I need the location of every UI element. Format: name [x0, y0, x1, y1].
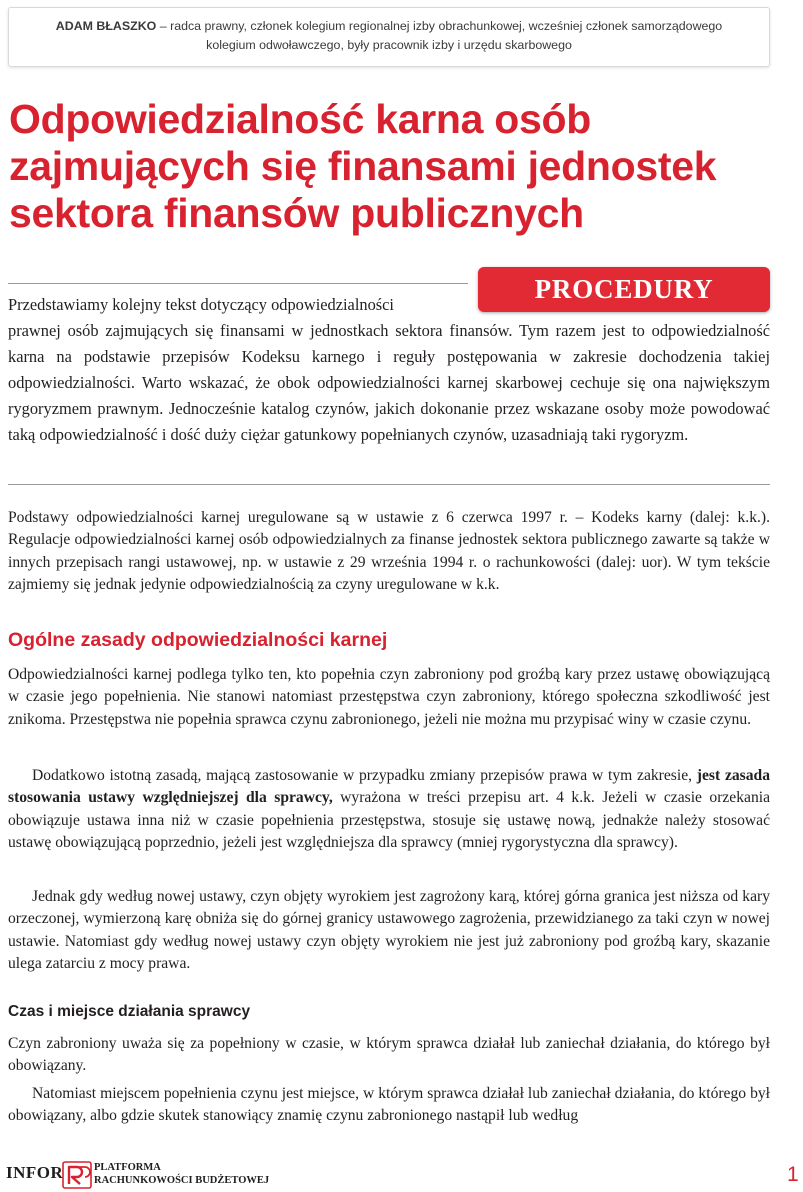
author-box — [8, 7, 770, 67]
section-heading-general-rules: Ogólne zasady odpowiedzialności karnej — [8, 629, 388, 651]
footer-brand — [94, 1161, 269, 1187]
section-heading-time-place: Czas i miejsce działania sprawcy — [8, 1003, 251, 1020]
platform-logo-icon — [62, 1160, 92, 1190]
lead-paragraph-start: Przedstawiamy kolejny tekst dotyczący odpowiedzialności — [8, 295, 394, 314]
section2-paragraph-1: Czyn zabroniony uważa się za popełniony w czasie, w którym sprawca działał lub zaniechał działania, do którego był obowiązany. — [8, 1035, 770, 1075]
section1-p2-emphasis: jest zasada stosowania ustawy względniejszej dla sprawcy, — [8, 767, 770, 807]
author-bio-line1: – radca prawny, członek kolegium regionalnej izby obrachunkowej, wcześniej członek samorządowego — [156, 19, 723, 33]
section1-paragraph-3: Jednak gdy według nowej ustawy, czyn objęty wyrokiem jest zagrożony karą, której górna granica jest niższa od kary orzeczonej, wymierzoną karę obniża się do górnej granicy ustawowego zagrożenia, przewidzianego za taki czyn w nowej ustawie. Natomiast gdy według nowej ustawy czyn objęty wyrokiem nie jest już zabroniony pod groźbą kary, skazanie ulega zatarciu z mocy prawa. — [8, 888, 770, 973]
author-name: ADAM BŁASZKO — [55, 19, 157, 33]
section1-paragraph-2 — [8, 765, 770, 855]
page-title — [9, 96, 779, 237]
page-number: 1 — [787, 1163, 799, 1186]
section2-paragraph-2: Natomiast miejscem popełnienia czynu jest miejsce, w którym sprawca działał lub zaniechał działania, do którego był obowiązany, albo gdzie skutek stanowiący znamię czynu zabronionego nastąpił lub według — [8, 1085, 770, 1125]
section1-p2-text-pre: Dodatkowo istotną zasadą, mającą zastosowanie w przypadku zmiany przepisów prawa w tym zakresie, — [32, 767, 697, 784]
section1-p2-text-post: wyrażona w treści przepisu art. 4 k.k. Jeżeli w czasie orzekania obowiązuje ustawa inna niż w czasie popełnienia przestępstwa, stosuje się ustawę nową, jednakże należy stosować ustawę obowiązującą poprzednio, jeżeli jest względniejsza dla sprawcy (mniej rygorystyczna dla sprawcy). — [8, 789, 770, 852]
brand-line1: PLATFORMA — [94, 1162, 161, 1173]
lead-divider — [8, 283, 468, 284]
brand-line2: RACHUNKOWOŚCI BUDŻETOWEJ — [94, 1175, 270, 1186]
section-badge: PROCEDURY — [478, 267, 770, 312]
lead-end-divider — [8, 484, 770, 485]
infor-logo: INFOR — [6, 1163, 64, 1182]
title-line3: sektora finansów publicznych — [9, 190, 584, 236]
title-line1: Odpowiedzialność karna osób — [9, 96, 591, 142]
section1-paragraph-1: Odpowiedzialności karnej podlega tylko ten, kto popełnia czyn zabroniony pod groźbą kary przez ustawę obowiązującą w czasie jego popełnienia. Nie stanowi natomiast przestępstwa czyn zabroniony, którego społeczna szkodliwość jest znikoma. Przestępstwa nie popełnia sprawca czynu zabronionego, jeżeli nie można mu przypisać winy w czasie czynu. — [8, 666, 770, 728]
author-bio-line2: kolegium odwoławczego, były pracownik izby i urzędu skarbowego — [206, 38, 572, 52]
intro-paragraph: Podstawy odpowiedzialności karnej uregulowane są w ustawie z 6 czerwca 1997 r. – Kodeks karny (dalej: k.k.). Regulacje odpowiedzialności karnej osób odpowiedzialnych za finanse jednostek sektora publicznego zawarte są także w innych przepisach rangi ustawowej, np. w ustawie z 29 września 1994 r. o rachunkowości (dalej: uor). W tym tekście zajmiemy się jednak jedynie odpowiedzialnością za czyny uregulowane w k.k. — [8, 509, 770, 594]
lead-paragraph: prawnej osób zajmujących się finansami w jednostkach sektora finansów. Tym razem jest to odpowiedzialność karna na podstawie przepisów Kodeksu karnego i reguły postępowania w zakresie dochodzenia takiej odpowiedzialności. Warto wskazać, że obok odpowiedzialności karnej skarbowej cechuje się ona największym rygoryzmem prawnym. Jednocześnie katalog czynów, jakich dokonanie przez wskazane osoby może powodować taką odpowiedzialność i dość duży ciężar gatunkowy popełnianych czynów, uzasadniają taki rygoryzm. — [8, 321, 770, 444]
title-line2: zajmujących się finansami jednostek — [9, 143, 717, 189]
